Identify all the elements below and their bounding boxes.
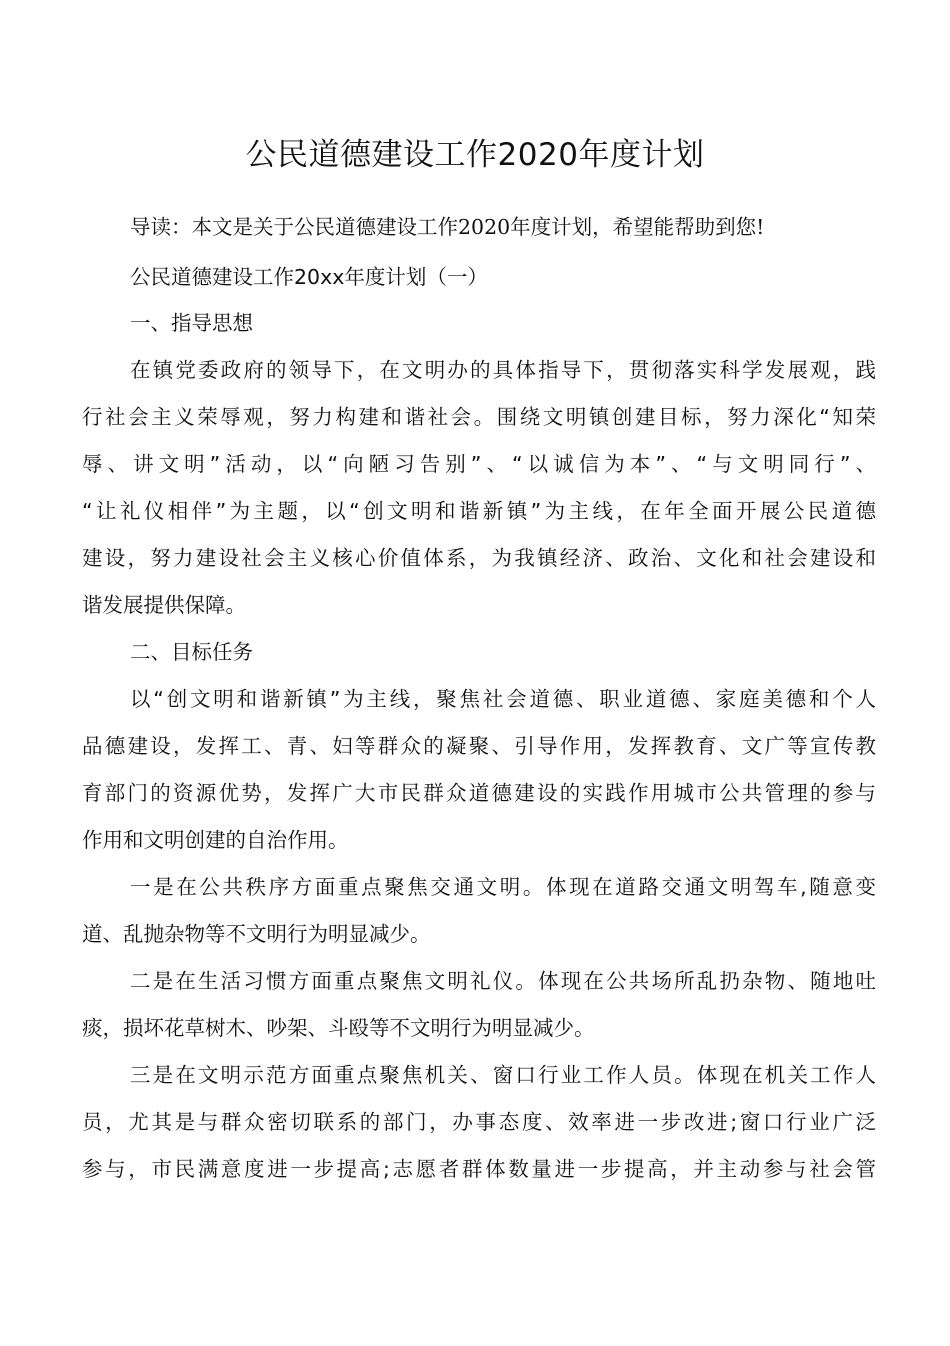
- para-1-line: 在镇党委政府的领导下，在文明办的具体指导下，贯彻落实科学发展观，践: [130, 358, 876, 382]
- para-1-line: 辱、讲文明”活动，以“向陋习告别”、“以诚信为本”、“与文明同行”、: [82, 452, 876, 476]
- para-1-line: 谐发展提供保障。: [82, 593, 246, 617]
- para-4-line: 二是在生活习惯方面重点聚焦文明礼仪。体现在公共场所乱扔杂物、随地吐: [130, 969, 876, 993]
- para-1-line: 行社会主义荣辱观，努力构建和谐社会。围绕文明镇创建目标，努力深化“知荣: [82, 405, 876, 429]
- para-5-line: 三是在文明示范方面重点聚焦机关、窗口行业工作人员。体现在机关工作人: [130, 1063, 876, 1087]
- para-5-line: 参与，市民满意度进一步提高;志愿者群体数量进一步提高，并主动参与社会管: [82, 1157, 876, 1181]
- para-1-line: “让礼仪相伴”为主题，以“创文明和谐新镇”为主线，在年全面开展公民道德: [82, 499, 876, 523]
- section-2-heading: 二、目标任务: [130, 640, 253, 664]
- para-4-line: 痰，损坏花草树木、吵架、斗殴等不文明行为明显减少。: [82, 1016, 595, 1040]
- para-2-line: 品德建设，发挥工、青、妇等群众的凝聚、引导作用，发挥教育、文广等宣传教: [82, 734, 876, 758]
- para-3-line: 一是在公共秩序方面重点聚焦交通文明。体现在道路交通文明驾车,随意变: [130, 875, 876, 899]
- para-3-line: 道、乱抛杂物等不文明行为明显减少。: [82, 922, 431, 946]
- para-5-line: 员，尤其是与群众密切联系的部门，办事态度、效率进一步改进;窗口行业广泛: [82, 1110, 876, 1134]
- para-2-line: 作用和文明创建的自治作用。: [82, 828, 349, 852]
- para-1-line: 建设，努力建设社会主义核心价值体系，为我镇经济、政治、文化和社会建设和: [82, 546, 876, 570]
- para-2-line: 以“创文明和谐新镇”为主线，聚焦社会道德、职业道德、家庭美德和个人: [130, 687, 876, 711]
- document-title: 公民道德建设工作2020年度计划: [245, 137, 705, 173]
- subtitle: 公民道德建设工作20xx年度计划（一）: [130, 265, 488, 289]
- intro-text: 导读：本文是关于公民道德建设工作2020年度计划，希望能帮助到您!: [130, 215, 765, 239]
- section-1-heading: 一、指导思想: [130, 311, 253, 335]
- para-2-line: 育部门的资源优势，发挥广大市民群众道德建设的实践作用城市公共管理的参与: [82, 781, 876, 805]
